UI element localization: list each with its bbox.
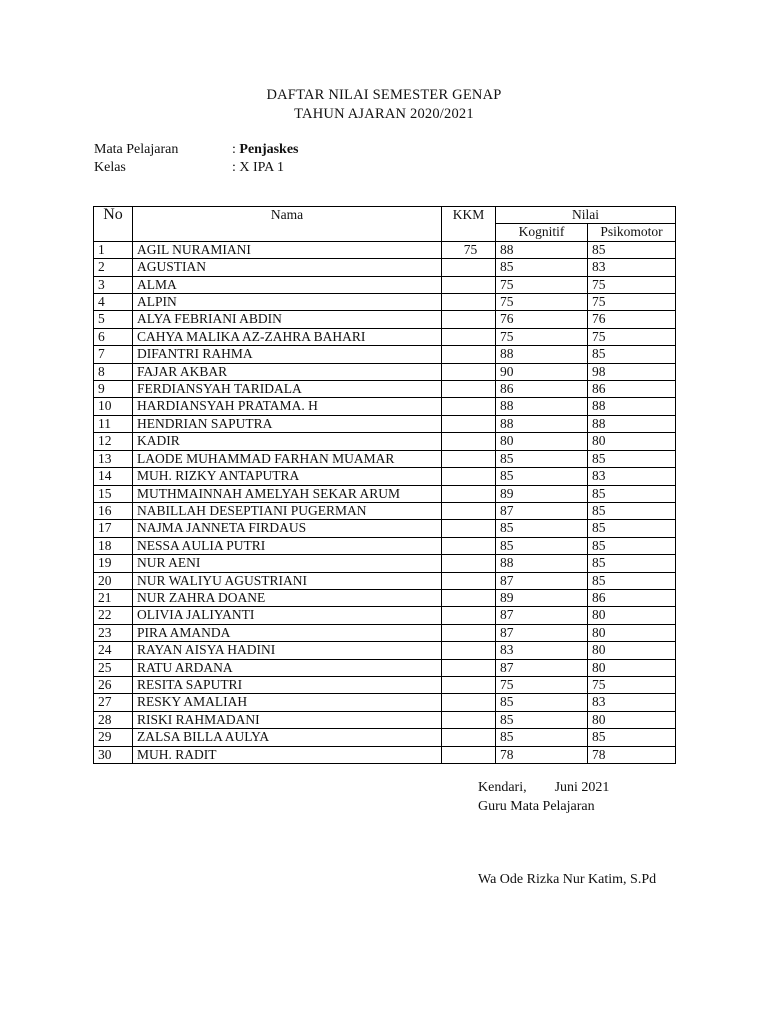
table-row bbox=[94, 694, 676, 711]
row-number: 7 bbox=[94, 346, 133, 363]
psikomotor-score: 78 bbox=[588, 746, 676, 763]
table-row bbox=[94, 555, 676, 572]
kkm-cell bbox=[442, 607, 496, 624]
document-subtitle: TAHUN AJARAN 2020/2021 bbox=[294, 106, 474, 122]
psikomotor-score: 80 bbox=[588, 607, 676, 624]
psikomotor-score: 80 bbox=[588, 433, 676, 450]
kognitif-score: 75 bbox=[496, 276, 588, 293]
student-name: NUR ZAHRA DOANE bbox=[133, 589, 442, 606]
kognitif-score: 87 bbox=[496, 607, 588, 624]
table-row bbox=[94, 276, 676, 293]
row-number: 18 bbox=[94, 537, 133, 554]
row-number: 2 bbox=[94, 259, 133, 276]
student-name: ALMA bbox=[133, 276, 442, 293]
table-row bbox=[94, 711, 676, 728]
kognitif-score: 85 bbox=[496, 450, 588, 467]
table-row bbox=[94, 729, 676, 746]
signature-place-date bbox=[478, 780, 609, 796]
psikomotor-score: 75 bbox=[588, 294, 676, 311]
kognitif-score: 75 bbox=[496, 676, 588, 693]
psikomotor-score: 85 bbox=[588, 555, 676, 572]
header-kognitif: Kognitif bbox=[496, 224, 588, 241]
psikomotor-score: 75 bbox=[588, 276, 676, 293]
psikomotor-score: 98 bbox=[588, 363, 676, 380]
kkm-cell bbox=[442, 520, 496, 537]
psikomotor-score: 86 bbox=[588, 381, 676, 398]
student-name: RAYAN AISYA HADINI bbox=[133, 642, 442, 659]
table-row bbox=[94, 468, 676, 485]
subject-label: Mata Pelajaran bbox=[94, 142, 179, 157]
row-number: 11 bbox=[94, 415, 133, 432]
student-name: NABILLAH DESEPTIANI PUGERMAN bbox=[133, 502, 442, 519]
kognitif-score: 87 bbox=[496, 502, 588, 519]
table-row bbox=[94, 381, 676, 398]
row-number: 1 bbox=[94, 241, 133, 258]
student-name: NUR WALIYU AGUSTRIANI bbox=[133, 572, 442, 589]
kognitif-score: 87 bbox=[496, 659, 588, 676]
student-name: ALPIN bbox=[133, 294, 442, 311]
teacher-name: Wa Ode Rizka Nur Katim, S.Pd bbox=[478, 872, 657, 887]
kkm-cell bbox=[442, 746, 496, 763]
row-number: 30 bbox=[94, 746, 133, 763]
kognitif-score: 85 bbox=[496, 729, 588, 746]
table-row bbox=[94, 624, 676, 641]
table-row bbox=[94, 746, 676, 763]
row-number: 6 bbox=[94, 328, 133, 345]
kkm-cell bbox=[442, 711, 496, 728]
kkm-cell bbox=[442, 294, 496, 311]
kkm-cell bbox=[442, 259, 496, 276]
table-row bbox=[94, 450, 676, 467]
kkm-cell bbox=[442, 502, 496, 519]
psikomotor-score: 88 bbox=[588, 415, 676, 432]
psikomotor-score: 83 bbox=[588, 259, 676, 276]
table-row bbox=[94, 537, 676, 554]
kognitif-score: 75 bbox=[496, 328, 588, 345]
student-name: HARDIANSYAH PRATAMA. H bbox=[133, 398, 442, 415]
document-title: DAFTAR NILAI SEMESTER GENAP bbox=[266, 87, 502, 103]
row-number: 4 bbox=[94, 294, 133, 311]
kognitif-score: 88 bbox=[496, 555, 588, 572]
psikomotor-score: 85 bbox=[588, 520, 676, 537]
table-row bbox=[94, 433, 676, 450]
kognitif-score: 88 bbox=[496, 241, 588, 258]
kkm-cell bbox=[442, 555, 496, 572]
psikomotor-score: 86 bbox=[588, 589, 676, 606]
psikomotor-score: 85 bbox=[588, 729, 676, 746]
psikomotor-score: 85 bbox=[588, 241, 676, 258]
kognitif-score: 85 bbox=[496, 520, 588, 537]
student-name: AGUSTIAN bbox=[133, 259, 442, 276]
kkm-cell bbox=[442, 415, 496, 432]
table-row bbox=[94, 607, 676, 624]
row-number: 9 bbox=[94, 381, 133, 398]
row-number: 28 bbox=[94, 711, 133, 728]
psikomotor-score: 76 bbox=[588, 311, 676, 328]
row-number: 29 bbox=[94, 729, 133, 746]
row-number: 25 bbox=[94, 659, 133, 676]
class-label: Kelas bbox=[94, 160, 126, 175]
row-number: 8 bbox=[94, 363, 133, 380]
kkm-cell bbox=[442, 589, 496, 606]
student-name: OLIVIA JALIYANTI bbox=[133, 607, 442, 624]
subject-separator: : bbox=[232, 142, 236, 157]
kkm-cell bbox=[442, 433, 496, 450]
kkm-cell bbox=[442, 729, 496, 746]
student-name: MUTHMAINNAH AMELYAH SEKAR ARUM bbox=[133, 485, 442, 502]
student-name: NUR AENI bbox=[133, 555, 442, 572]
kkm-cell bbox=[442, 642, 496, 659]
kkm-cell bbox=[442, 624, 496, 641]
class-separator: : bbox=[232, 160, 236, 175]
row-number: 17 bbox=[94, 520, 133, 537]
table-row bbox=[94, 485, 676, 502]
student-name: HENDRIAN SAPUTRA bbox=[133, 415, 442, 432]
kkm-cell bbox=[442, 694, 496, 711]
kognitif-score: 85 bbox=[496, 259, 588, 276]
student-name: RESITA SAPUTRI bbox=[133, 676, 442, 693]
subject-value: Penjaskes bbox=[239, 142, 299, 157]
student-name: MUH. RADIT bbox=[133, 746, 442, 763]
kkm-cell bbox=[442, 311, 496, 328]
psikomotor-score: 80 bbox=[588, 642, 676, 659]
psikomotor-score: 75 bbox=[588, 328, 676, 345]
header-nilai: Nilai bbox=[496, 207, 676, 224]
header-row bbox=[94, 207, 676, 224]
table-row bbox=[94, 520, 676, 537]
header-psikomotor: Psikomotor bbox=[588, 224, 676, 241]
row-number: 5 bbox=[94, 311, 133, 328]
header-name: Nama bbox=[133, 207, 442, 242]
kkm-cell bbox=[442, 276, 496, 293]
kognitif-score: 90 bbox=[496, 363, 588, 380]
student-name: FERDIANSYAH TARIDALA bbox=[133, 381, 442, 398]
kognitif-score: 88 bbox=[496, 415, 588, 432]
kkm-cell bbox=[442, 450, 496, 467]
kognitif-score: 80 bbox=[496, 433, 588, 450]
signature-role: Guru Mata Pelajaran bbox=[478, 799, 595, 814]
student-name: LAODE MUHAMMAD FARHAN MUAMAR bbox=[133, 450, 442, 467]
kognitif-score: 85 bbox=[496, 711, 588, 728]
kkm-cell bbox=[442, 537, 496, 554]
psikomotor-score: 83 bbox=[588, 468, 676, 485]
table-row bbox=[94, 241, 676, 258]
kognitif-score: 89 bbox=[496, 589, 588, 606]
student-name: MUH. RIZKY ANTAPUTRA bbox=[133, 468, 442, 485]
psikomotor-score: 80 bbox=[588, 659, 676, 676]
psikomotor-score: 75 bbox=[588, 676, 676, 693]
psikomotor-score: 85 bbox=[588, 502, 676, 519]
table-row bbox=[94, 502, 676, 519]
kkm-cell bbox=[442, 328, 496, 345]
table-row bbox=[94, 676, 676, 693]
row-number: 24 bbox=[94, 642, 133, 659]
student-name: RATU ARDANA bbox=[133, 659, 442, 676]
kkm-cell bbox=[442, 363, 496, 380]
psikomotor-score: 80 bbox=[588, 711, 676, 728]
student-name: DIFANTRI RAHMA bbox=[133, 346, 442, 363]
psikomotor-score: 85 bbox=[588, 346, 676, 363]
student-name: ALYA FEBRIANI ABDIN bbox=[133, 311, 442, 328]
kognitif-score: 89 bbox=[496, 485, 588, 502]
row-number: 22 bbox=[94, 607, 133, 624]
kognitif-score: 85 bbox=[496, 468, 588, 485]
table-row bbox=[94, 311, 676, 328]
table-row bbox=[94, 589, 676, 606]
kognitif-score: 78 bbox=[496, 746, 588, 763]
student-name: NAJMA JANNETA FIRDAUS bbox=[133, 520, 442, 537]
kkm-cell bbox=[442, 485, 496, 502]
table-row bbox=[94, 659, 676, 676]
table-row bbox=[94, 398, 676, 415]
kognitif-score: 86 bbox=[496, 381, 588, 398]
psikomotor-score: 88 bbox=[588, 398, 676, 415]
psikomotor-score: 85 bbox=[588, 485, 676, 502]
psikomotor-score: 85 bbox=[588, 572, 676, 589]
kognitif-score: 88 bbox=[496, 346, 588, 363]
grades-table-body bbox=[94, 241, 676, 763]
row-number: 10 bbox=[94, 398, 133, 415]
row-number: 27 bbox=[94, 694, 133, 711]
grades-table bbox=[93, 206, 676, 764]
class-value: X IPA 1 bbox=[239, 160, 285, 175]
kognitif-score: 85 bbox=[496, 537, 588, 554]
class-line bbox=[94, 160, 284, 176]
student-name: NESSA AULIA PUTRI bbox=[133, 537, 442, 554]
kognitif-score: 76 bbox=[496, 311, 588, 328]
table-row bbox=[94, 346, 676, 363]
table-row bbox=[94, 642, 676, 659]
row-number: 3 bbox=[94, 276, 133, 293]
table-row bbox=[94, 294, 676, 311]
signature-place: Kendari, bbox=[478, 780, 527, 795]
student-name: RESKY AMALIAH bbox=[133, 694, 442, 711]
row-number: 14 bbox=[94, 468, 133, 485]
kkm-cell: 75 bbox=[442, 241, 496, 258]
student-name: PIRA AMANDA bbox=[133, 624, 442, 641]
header-kkm: KKM bbox=[442, 207, 496, 242]
kognitif-score: 87 bbox=[496, 624, 588, 641]
row-number: 26 bbox=[94, 676, 133, 693]
subject-line bbox=[94, 142, 299, 158]
kkm-cell bbox=[442, 346, 496, 363]
row-number: 15 bbox=[94, 485, 133, 502]
kkm-cell bbox=[442, 398, 496, 415]
table-row bbox=[94, 259, 676, 276]
kkm-cell bbox=[442, 468, 496, 485]
row-number: 12 bbox=[94, 433, 133, 450]
kkm-cell bbox=[442, 572, 496, 589]
student-name: KADIR bbox=[133, 433, 442, 450]
row-number: 13 bbox=[94, 450, 133, 467]
student-name: RISKI RAHMADANI bbox=[133, 711, 442, 728]
row-number: 20 bbox=[94, 572, 133, 589]
table-row bbox=[94, 415, 676, 432]
table-row bbox=[94, 572, 676, 589]
signature-date: Juni 2021 bbox=[554, 780, 610, 795]
kognitif-score: 83 bbox=[496, 642, 588, 659]
kognitif-score: 85 bbox=[496, 694, 588, 711]
kognitif-score: 88 bbox=[496, 398, 588, 415]
kognitif-score: 87 bbox=[496, 572, 588, 589]
psikomotor-score: 83 bbox=[588, 694, 676, 711]
row-number: 23 bbox=[94, 624, 133, 641]
psikomotor-score: 85 bbox=[588, 450, 676, 467]
kkm-cell bbox=[442, 381, 496, 398]
psikomotor-score: 80 bbox=[588, 624, 676, 641]
header-no: No bbox=[94, 207, 133, 242]
kkm-cell bbox=[442, 659, 496, 676]
table-row bbox=[94, 363, 676, 380]
student-name: ZALSA BILLA AULYA bbox=[133, 729, 442, 746]
table-row bbox=[94, 328, 676, 345]
kkm-cell bbox=[442, 676, 496, 693]
row-number: 16 bbox=[94, 502, 133, 519]
psikomotor-score: 85 bbox=[588, 537, 676, 554]
student-name: AGIL NURAMIANI bbox=[133, 241, 442, 258]
row-number: 19 bbox=[94, 555, 133, 572]
kognitif-score: 75 bbox=[496, 294, 588, 311]
row-number: 21 bbox=[94, 589, 133, 606]
student-name: CAHYA MALIKA AZ-ZAHRA BAHARI bbox=[133, 328, 442, 345]
student-name: FAJAR AKBAR bbox=[133, 363, 442, 380]
